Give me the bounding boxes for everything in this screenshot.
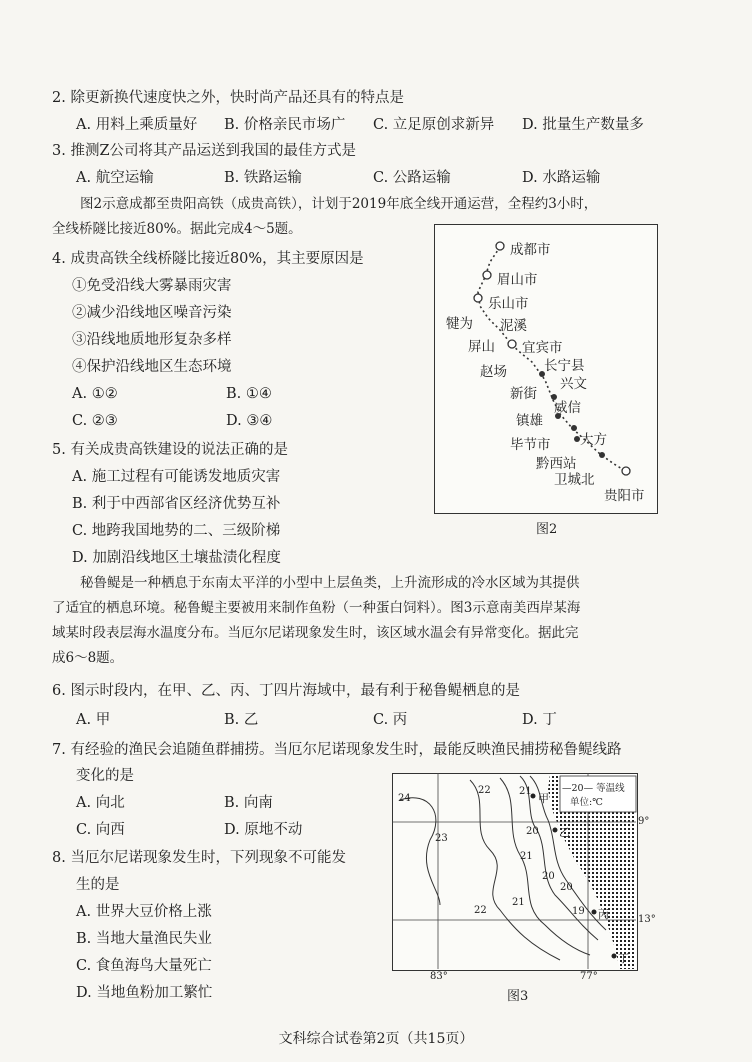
fig3-legend-isotherm: —20— 等温线: [562, 783, 625, 794]
fig3-isotherm-label: 22: [474, 905, 487, 916]
fig3-lon-77: 77°: [580, 971, 598, 982]
q6-option-b: B. 乙: [224, 712, 259, 728]
q4-statement-3: ③沿线地质地形复杂多样: [72, 332, 232, 348]
q7-stem-line2: 变化的是: [76, 768, 134, 784]
q3-stem: 3. 推测Z公司将其产品运送到我国的最佳方式是: [52, 143, 357, 159]
intro-6-8-line2: 了适宜的栖息环境。秘鲁鳀主要被用来制作鱼粉（一种蛋白饲料）。图3示意南美西岸某海: [52, 600, 581, 616]
q6-option-a: A. 甲: [76, 712, 111, 728]
q7-stem-line1: 7. 有经验的渔民会追随鱼群捕捞。当厄尔尼诺现象发生时，最能反映渔民捕捞秘鲁鳀线路: [52, 742, 622, 758]
station-yibin: 宜宾市: [522, 340, 563, 356]
q5-option-a: A. 施工过程有可能诱发地质灾害: [72, 469, 281, 485]
q8-stem-line2: 生的是: [76, 877, 120, 893]
q5-option-c: C. 地跨我国地势的二、三级阶梯: [72, 523, 281, 539]
station-chengdu: 成都市: [510, 242, 551, 258]
q5-option-d: D. 加剧沿线地区土壤盐渍化程度: [72, 550, 281, 566]
intro-6-8-line4: 成6～8题。: [52, 650, 124, 666]
q5-option-b: B. 利于中西部省区经济优势互补: [72, 496, 281, 512]
q3-option-a: A. 航空运输: [76, 170, 154, 186]
q6-option-c: C. 丙: [373, 712, 408, 728]
q3-option-c: C. 公路运输: [373, 170, 451, 186]
fig3-lat-13: 13°: [638, 914, 656, 925]
fig3-isotherm-label: 19: [572, 906, 585, 917]
fig3-isotherm-label: 21: [512, 897, 525, 908]
q5-stem: 5. 有关成贵高铁建设的说法正确的是: [52, 442, 288, 458]
q2-option-d: D. 批量生产数量多: [522, 117, 644, 133]
station-qianwei: 犍为: [446, 316, 473, 332]
fig3-isotherm-label: 20: [526, 826, 539, 837]
station-bijie: 毕节市: [510, 437, 551, 453]
q4-option-b: B. ①④: [226, 386, 272, 402]
fig3-lon-83: 83°: [430, 971, 448, 982]
q7-option-c: C. 向西: [76, 822, 125, 838]
q4-statement-2: ②减少沿线地区噪音污染: [72, 305, 232, 321]
figure-3-caption: 图3: [507, 989, 529, 1004]
fig3-zone-jia: 甲: [538, 792, 549, 805]
figure-2-caption: 图2: [536, 522, 558, 537]
fig3-isotherm-label: 23: [435, 833, 448, 844]
station-xinjie: 新街: [510, 386, 537, 402]
station-dafang: 大方: [580, 432, 607, 448]
station-leshan: 乐山市: [488, 296, 529, 312]
q8-option-d: D. 当地鱼粉加工繁忙: [76, 985, 213, 1001]
fig3-isotherm-label: 24: [398, 793, 411, 804]
station-pingshan: 屏山: [468, 339, 495, 355]
q8-stem-line1: 8. 当厄尔尼诺现象发生时，下列现象不可能发: [52, 850, 346, 866]
intro-6-8-line1: 秘鲁鳀是一种栖息于东南太平洋的小型中上层鱼类，上升流形成的冷水区域为其提供: [80, 575, 580, 591]
fig3-isotherm-label: 20: [542, 871, 555, 882]
fig3-zone-ding: 丁: [618, 952, 629, 965]
q8-option-c: C. 食鱼海鸟大量死亡: [76, 958, 212, 974]
q6-stem: 6. 图示时段内，在甲、乙、丙、丁四片海域中，最有利于秘鲁鳀栖息的是: [52, 683, 520, 699]
fig3-lat-9: 9°: [638, 816, 650, 827]
q3-option-b: B. 铁路运输: [224, 170, 302, 186]
q4-statement-1: ①免受沿线大雾暴雨灾害: [72, 278, 232, 294]
station-weichengbei: 卫城北: [554, 472, 595, 488]
q7-option-d: D. 原地不动: [224, 822, 303, 838]
station-meishan: 眉山市: [497, 272, 538, 288]
station-changning: 长宁县: [544, 358, 585, 374]
fig3-zone-yi: 乙: [559, 826, 570, 839]
fig3-isotherm-label: 21: [519, 786, 532, 797]
q3-option-d: D. 水路运输: [522, 170, 601, 186]
intro-6-8-line3: 域某时段表层海水温度分布。当厄尔尼诺现象发生时，该区域水温会有异常变化。据此完: [52, 625, 579, 641]
q2-stem: 2. 除更新换代速度快之外，快时尚产品还具有的特点是: [52, 90, 404, 106]
q7-option-a: A. 向北: [76, 795, 125, 811]
q2-option-b: B. 价格亲民市场广: [224, 117, 346, 133]
station-qianxi: 黔西站: [536, 456, 577, 472]
q8-option-b: B. 当地大量渔民失业: [76, 931, 212, 947]
station-zhaochang: 赵场: [480, 364, 507, 380]
station-zhenxiong: 镇雄: [516, 413, 543, 429]
q7-option-b: B. 向南: [224, 795, 273, 811]
intro-4-5-line2: 全线桥隧比接近80%。据此完成4～5题。: [52, 221, 302, 237]
q8-option-a: A. 世界大豆价格上涨: [76, 904, 212, 920]
station-weixin: 威信: [554, 400, 581, 416]
page-footer: 文科综合试卷第2页（共15页）: [278, 1031, 474, 1047]
station-nixi: 泥溪: [500, 318, 527, 334]
fig3-isotherm-label: 20: [560, 882, 573, 893]
q4-option-a: A. ①②: [72, 386, 118, 402]
q4-option-c: C. ②③: [72, 413, 118, 429]
q4-statement-4: ④保护沿线地区生态环境: [72, 359, 232, 375]
fig3-zone-bing: 丙: [598, 908, 609, 921]
q6-option-d: D. 丁: [522, 712, 557, 728]
station-guiyang: 贵阳市: [604, 488, 645, 504]
station-xingwen: 兴文: [560, 376, 587, 392]
q4-option-d: D. ③④: [226, 413, 273, 429]
fig3-isotherm-label: 22: [478, 785, 491, 796]
q2-option-a: A. 用料上乘质量好: [76, 117, 198, 133]
q4-stem: 4. 成贵高铁全线桥隧比接近80%，其主要原因是: [52, 251, 364, 267]
fig3-isotherm-label: 21: [520, 851, 533, 862]
q2-option-c: C. 立足原创求新异: [373, 117, 495, 133]
fig3-legend-unit: 单位:℃: [570, 797, 603, 808]
intro-4-5-line1: 图2示意成都至贵阳高铁（成贵高铁），计划于2019年底全线开通运营，全程约3小时，: [80, 196, 598, 212]
